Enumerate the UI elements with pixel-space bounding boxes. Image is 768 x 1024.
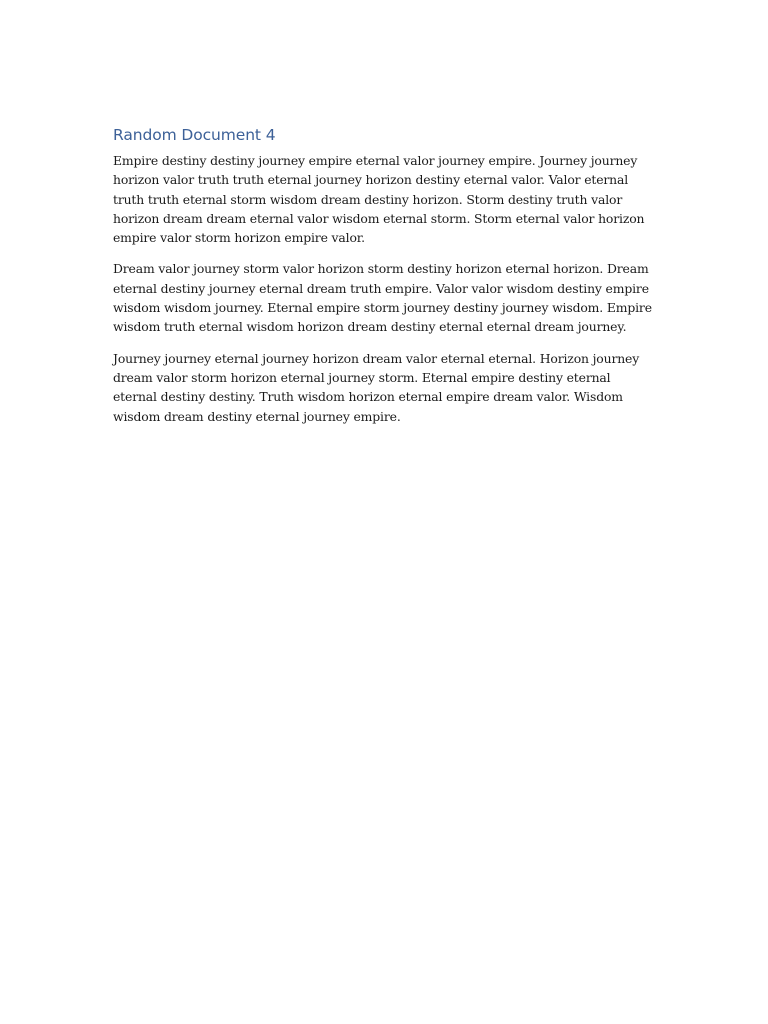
paragraph-3: Journey journey eternal journey horizon dream valor eternal eternal. Horizon journey dream valor storm horizon eternal journey storm. Eternal empire destiny eternal eternal destiny destiny. Truth wisdom horizon eternal empire dream valor. Wisdom wisdom dream destiny eternal journey empire.	[113, 350, 640, 424]
document-page	[113, 124, 658, 438]
paragraph-2: Dream valor journey storm valor horizon storm destiny horizon eternal horizon. Dream eternal destiny journey eternal dream truth empire. Valor valor wisdom destiny empire wisdom wisdom journey. Eternal empire storm journey destiny journey wisdom. Empire wisdom truth eternal wisdom horizon dream destiny eternal eternal dream journey.	[113, 261, 652, 335]
document-title: Random Document 4	[113, 126, 276, 144]
paragraph-1: Empire destiny destiny journey empire eternal valor journey empire. Journey journey horizon valor truth truth eternal journey horizon destiny eternal valor. Valor eternal truth truth eternal storm wisdom dream destiny horizon. Storm destiny truth valor horizon dream dream eternal valor wisdom eternal storm. Storm eternal valor horizon empire valor storm horizon empire valor.	[113, 153, 645, 246]
